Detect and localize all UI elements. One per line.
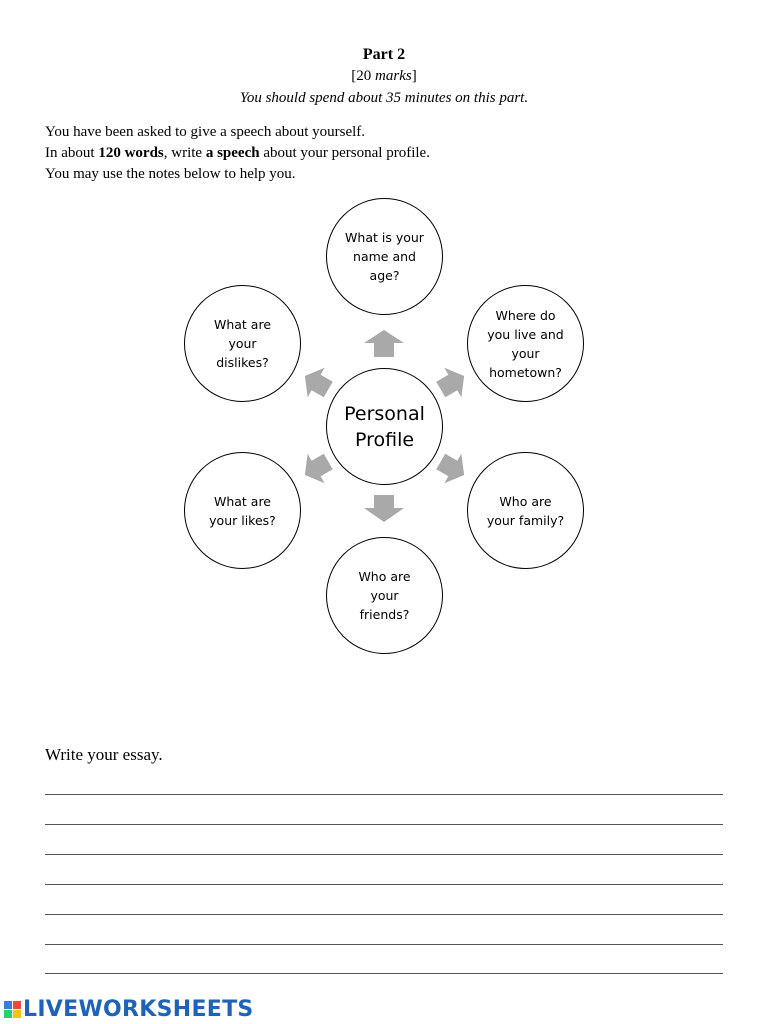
marks-info <box>0 68 768 85</box>
circle-personal-profile-text: Personal Profile <box>344 402 425 451</box>
circle-name-age-text: What is your name and age? <box>345 230 424 283</box>
instruction-line-2 <box>45 143 430 164</box>
arrow-down-icon <box>364 495 404 522</box>
essay-line-4[interactable] <box>45 884 723 885</box>
marks-bracket-open: [ <box>351 68 357 84</box>
circle-name-age <box>326 198 443 315</box>
circle-hometown-text: Where do you live and your hometown? <box>487 307 564 380</box>
marks-bracket-close: ] <box>411 68 417 84</box>
arrow-lower-left-icon <box>297 448 337 488</box>
circle-hometown <box>467 285 584 402</box>
essay-line-5[interactable] <box>45 914 723 915</box>
essay-line-3[interactable] <box>45 854 723 855</box>
circle-family-text: Who are your family? <box>486 493 565 528</box>
circle-dislikes <box>184 285 301 402</box>
arrow-lower-right-icon <box>432 448 472 488</box>
time-note: You should spend about 35 minutes on this part. <box>239 90 529 106</box>
circle-likes-text: What are your likes? <box>209 493 276 528</box>
arrow-upper-left-icon <box>297 363 337 403</box>
marks-word: marks <box>375 68 412 84</box>
circle-family <box>467 452 584 569</box>
part-title: Part 2 <box>362 46 406 63</box>
essay-line-2[interactable] <box>45 824 723 825</box>
instruction-line-3: You may use the notes below to help you. <box>45 166 296 182</box>
essay-line-1[interactable] <box>45 794 723 795</box>
liveworksheets-logo[interactable] <box>4 996 254 1022</box>
instruction-text: , write <box>163 145 206 161</box>
logo-grid-icon <box>4 1001 21 1018</box>
essay-line-6[interactable] <box>45 944 723 945</box>
circle-personal-profile <box>326 368 443 485</box>
word-count: 120 words <box>98 145 164 161</box>
circle-dislikes-text: What are your dislikes? <box>213 317 272 370</box>
essay-line-7[interactable] <box>45 973 723 974</box>
logo-text: LIVEWORKSHEETS <box>23 996 254 1022</box>
instruction-text: about your personal profile. <box>259 145 430 161</box>
arrow-up-icon <box>364 330 404 357</box>
task-type: a speech <box>205 145 260 161</box>
instruction-line-1: You have been asked to give a speech about yourself. <box>45 124 366 140</box>
marks-number: 20 <box>356 68 372 84</box>
circle-friends-text: Who are your friends? <box>358 569 411 622</box>
circle-likes <box>184 452 301 569</box>
essay-label: Write your essay. <box>45 745 163 764</box>
circle-friends <box>326 537 443 654</box>
arrow-upper-right-icon <box>432 363 472 403</box>
instruction-text: In about <box>45 145 99 161</box>
